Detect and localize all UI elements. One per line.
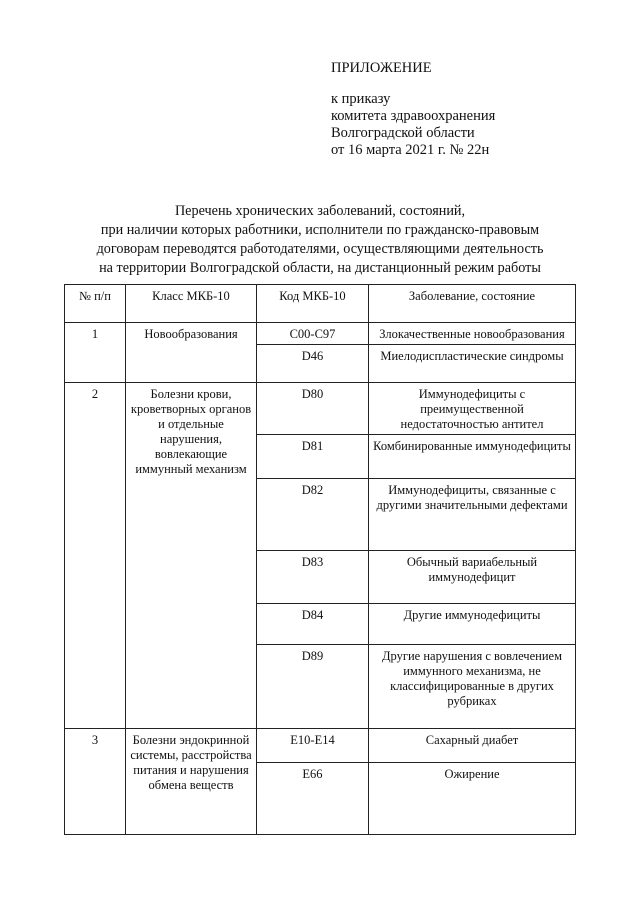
disease-cell: Иммунодефициты с преимущественной недостаточностью антител xyxy=(369,383,576,435)
code-cell: D89 xyxy=(257,645,369,729)
header-num: № п/п xyxy=(65,285,126,323)
code-cell: D83 xyxy=(257,551,369,604)
appendix-block xyxy=(331,60,495,159)
disease-cell: Сахарный диабет xyxy=(369,729,576,763)
code-cell: E66 xyxy=(257,763,369,835)
table-row xyxy=(65,323,576,345)
document-title xyxy=(60,202,580,278)
code-cell: C00-C97 xyxy=(257,323,369,345)
group-num: 1 xyxy=(65,323,126,383)
group-num: 3 xyxy=(65,729,126,835)
appendix-heading: ПРИЛОЖЕНИЕ xyxy=(331,60,432,76)
group-class: Болезни эндокринной системы, расстройства питания и нарушения обмена веществ xyxy=(126,729,257,835)
code-cell: D82 xyxy=(257,479,369,551)
title-line: Перечень хронических заболеваний, состояний, xyxy=(174,203,466,219)
code-cell: D46 xyxy=(257,345,369,383)
title-line: договорам переводятся работодателями, осуществляющими деятельность xyxy=(96,241,544,257)
code-cell: D81 xyxy=(257,435,369,479)
appendix-line: к приказу xyxy=(331,91,391,107)
appendix-line: от 16 марта 2021 г. № 22н xyxy=(331,142,490,158)
disease-cell: Иммунодефициты, связанные с другими значительными дефектами xyxy=(369,479,576,551)
disease-cell: Другие иммунодефициты xyxy=(369,604,576,645)
code-cell: D84 xyxy=(257,604,369,645)
disease-cell: Миелодиспластические синдромы xyxy=(369,345,576,383)
diseases-table xyxy=(64,284,576,835)
disease-cell: Злокачественные новообразования xyxy=(369,323,576,345)
header-disease: Заболевание, состояние xyxy=(369,285,576,323)
title-line: на территории Волгоградской области, на дистанционный режим работы xyxy=(99,260,541,276)
header-class: Класс МКБ-10 xyxy=(126,285,257,323)
disease-cell: Ожирение xyxy=(369,763,576,835)
title-line: при наличии которых работники, исполнители по гражданско-правовым xyxy=(100,222,540,238)
table-row xyxy=(65,729,576,763)
group-class: Болезни крови, кроветворных органов и отдельные нарушения, вовлекающие иммунный механизм xyxy=(126,383,257,729)
appendix-line: Волгоградской области xyxy=(331,125,475,141)
disease-cell: Обычный вариабельный иммунодефицит xyxy=(369,551,576,604)
code-cell: D80 xyxy=(257,383,369,435)
header-code: Код МКБ-10 xyxy=(257,285,369,323)
disease-cell: Другие нарушения с вовлечением иммунного механизма, не классифицированные в других рубриках xyxy=(369,645,576,729)
appendix-line: комитета здравоохранения xyxy=(331,108,496,124)
group-num: 2 xyxy=(65,383,126,729)
disease-cell: Комбинированные иммунодефициты xyxy=(369,435,576,479)
code-cell: E10-E14 xyxy=(257,729,369,763)
table-header-row xyxy=(65,285,576,323)
table-row xyxy=(65,383,576,435)
group-class: Новообразования xyxy=(126,323,257,383)
